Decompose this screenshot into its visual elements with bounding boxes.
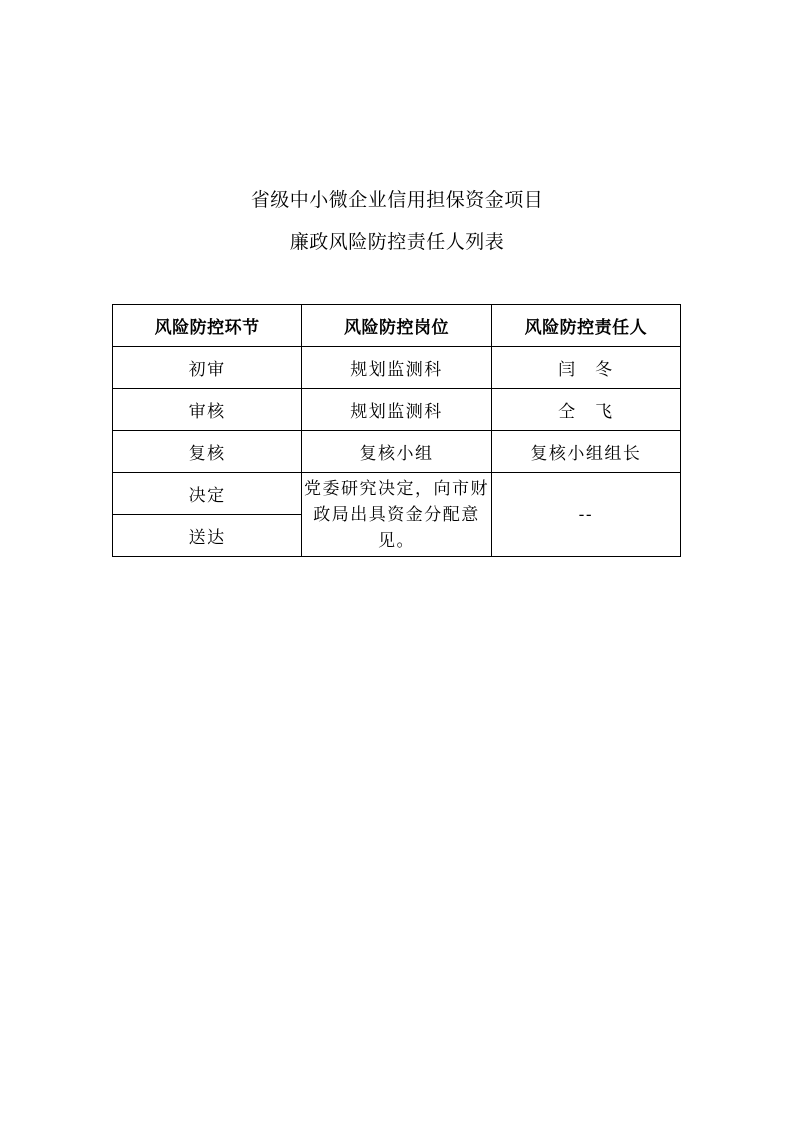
cell-stage: 复核 (113, 431, 302, 473)
table-header-row (113, 305, 681, 347)
cell-stage: 初审 (113, 347, 302, 389)
responsibility-table (112, 304, 681, 557)
cell-person: 闫 冬 (491, 347, 680, 389)
header-person: 风险防控责任人 (491, 305, 680, 347)
cell-position: 规划监测科 (302, 389, 491, 431)
cell-person: 复核小组组长 (491, 431, 680, 473)
cell-person: 仝 飞 (491, 389, 680, 431)
table-row (113, 473, 681, 515)
cell-position: 复核小组 (302, 431, 491, 473)
cell-person-merged: -- (491, 473, 680, 557)
document-subtitle: 廉政风险防控责任人列表 (289, 231, 505, 253)
table-row (113, 347, 681, 389)
cell-stage: 审核 (113, 389, 302, 431)
document-title: 省级中小微企业信用担保资金项目 (250, 189, 544, 211)
table-row (113, 389, 681, 431)
cell-stage: 决定 (113, 473, 302, 515)
header-position: 风险防控岗位 (302, 305, 491, 347)
cell-position-merged: 党委研究决定，向市财政局出具资金分配意见。 (302, 473, 491, 557)
header-stage: 风险防控环节 (113, 305, 302, 347)
cell-stage: 送达 (113, 515, 302, 557)
cell-position: 规划监测科 (302, 347, 491, 389)
table-row (113, 431, 681, 473)
